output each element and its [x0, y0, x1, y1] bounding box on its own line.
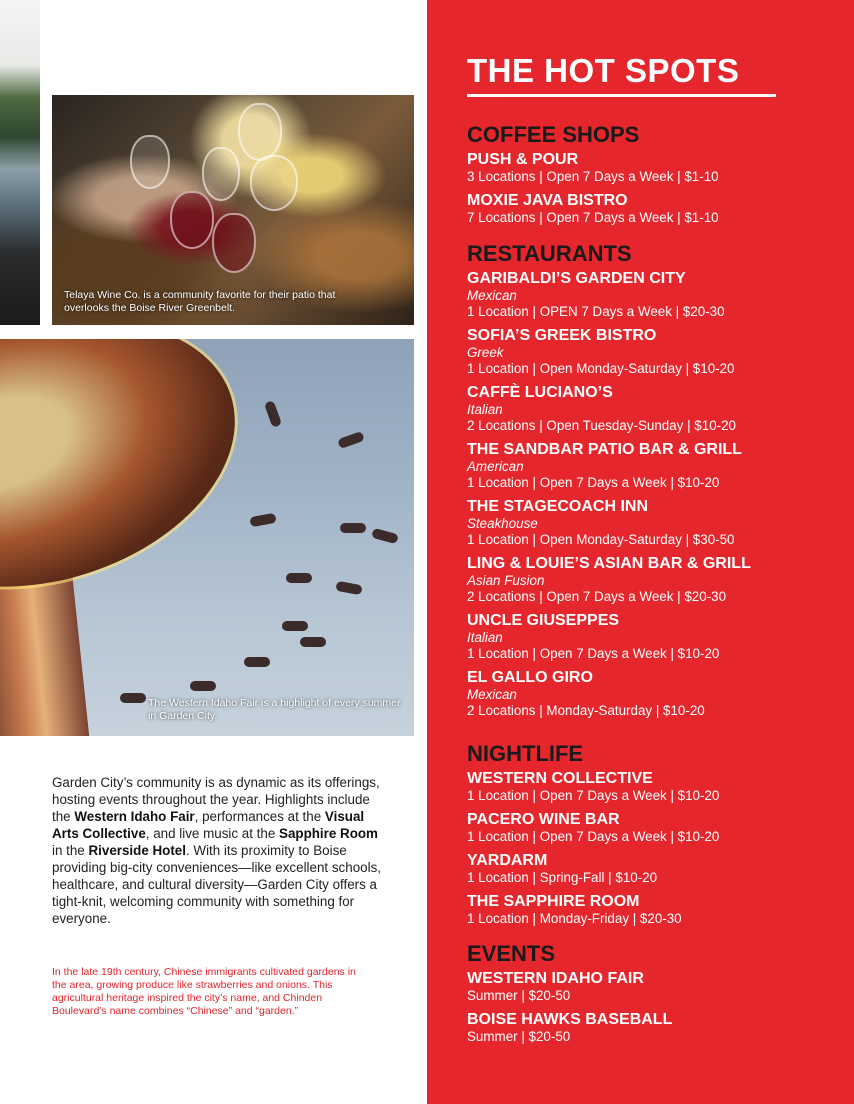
highlight-arts: Visual Arts Collective: [52, 809, 365, 841]
listing-cuisine: Italian: [467, 402, 503, 417]
listing: [467, 191, 837, 226]
listing-info: 1 Location | OPEN 7 Days a Week | $20-30: [467, 304, 725, 319]
history-note: In the late 19th century, Chinese immigrants cultivated gardens in the area, growing produce like strawberries and onions. This agricultural heritage inspired the city’s name, and Chinden Boulevard’s name combines “Chinese” and “garden.”: [52, 966, 356, 1017]
listing-name: EL GALLO GIRO: [467, 669, 593, 686]
highlight-fair: Western Idaho Fair: [74, 809, 195, 824]
listing: [467, 611, 837, 662]
listing-name: GARIBALDI’S GARDEN CITY: [467, 270, 686, 287]
listing-name: SOFIA’S GREEK BISTRO: [467, 327, 657, 344]
rider: [335, 581, 362, 595]
rider: [371, 528, 399, 544]
listing-info: 1 Location | Monday-Friday | $20-30: [467, 911, 682, 926]
listing: [467, 383, 837, 434]
listing-info: 2 Locations | Open Tuesday-Sunday | $10-20: [467, 418, 736, 433]
listing-cuisine: Asian Fusion: [467, 573, 545, 588]
listing-info: 1 Location | Open Monday-Saturday | $10-20: [467, 361, 735, 376]
section-heading: RESTAURANTS: [467, 241, 632, 266]
listing: [467, 668, 837, 719]
listing-name: THE SANDBAR PATIO BAR & GRILL: [467, 441, 742, 458]
title-underline: [467, 94, 776, 97]
body-text: Garden City’s community is as dynamic as its offerings, hosting events throughout the year. Highlights include the: [52, 775, 380, 824]
rider: [340, 523, 366, 533]
rider: [190, 681, 216, 691]
body-text: , and live music at the: [145, 826, 280, 841]
listing-name: LING & LOUIE’S ASIAN BAR & GRILL: [467, 555, 751, 572]
listing-info: 1 Location | Spring-Fall | $10-20: [467, 870, 658, 885]
section-heading: EVENTS: [467, 941, 556, 966]
listing-cuisine: Mexican: [467, 288, 517, 303]
listing-info: 2 Locations | Open 7 Days a Week | $20-30: [467, 589, 727, 604]
listing-cuisine: American: [467, 459, 524, 474]
listing: [467, 269, 837, 320]
rider: [337, 431, 365, 449]
listing: [467, 1010, 837, 1045]
listing: [467, 554, 837, 605]
listing: [467, 326, 837, 377]
wine-glass: [130, 135, 170, 189]
hot-spots-panel: [427, 0, 854, 1104]
wine-glass: [250, 155, 298, 211]
edge-photo-strip: [0, 0, 40, 325]
listing-name: THE SAPPHIRE ROOM: [467, 893, 640, 910]
listing-name: PACERO WINE BAR: [467, 811, 620, 828]
listing-name: YARDARM: [467, 852, 548, 869]
section-coffee-shops: [467, 122, 837, 226]
toast-photo-caption: Telaya Wine Co. is a community favorite for their patio that overlooks the Boise River Greenbelt.: [64, 289, 336, 314]
rider: [120, 693, 146, 703]
listing-info: 1 Location | Open 7 Days a Week | $10-20: [467, 829, 720, 844]
rider: [300, 637, 326, 647]
listing-name: WESTERN COLLECTIVE: [467, 770, 653, 787]
section-nightlife: [467, 741, 837, 927]
listing-cuisine: Greek: [467, 345, 504, 360]
rider: [264, 400, 282, 428]
listing: [467, 497, 837, 548]
listing-name: PUSH & POUR: [467, 151, 579, 168]
listing-info: 1 Location | Open Monday-Saturday | $30-50: [467, 532, 735, 547]
listing: [467, 969, 837, 1004]
section-heading: COFFEE SHOPS: [467, 122, 640, 147]
body-text: . With its proximity to Boise providing big-city conveniences—like excellent schools, healthcare, and cultural diversity—Garden City offers a tight-knit, welcoming community with something for everyone.: [52, 843, 381, 926]
listing-info: 1 Location | Open 7 Days a Week | $10-20: [467, 788, 720, 803]
rider: [249, 513, 276, 527]
listing: [467, 810, 837, 845]
listing: [467, 769, 837, 804]
rider: [244, 657, 270, 667]
listing-info: Summer | $20-50: [467, 988, 571, 1003]
toast-photo: [52, 95, 414, 325]
listing: [467, 440, 837, 491]
body-text: in the: [52, 843, 89, 858]
swing-photo-caption: The Western Idaho Fair is a highlight of every summer in Garden City.: [148, 697, 401, 722]
body-paragraph: [52, 774, 392, 927]
listing: [467, 851, 837, 886]
highlight-sapphire: Sapphire Room: [279, 826, 378, 841]
listing-name: THE STAGECOACH INN: [467, 498, 649, 515]
panel-title: THE HOT SPOTS: [467, 52, 740, 89]
listing-info: 3 Locations | Open 7 Days a Week | $1-10: [467, 169, 719, 184]
listing-cuisine: Mexican: [467, 687, 517, 702]
listing: [467, 150, 837, 185]
wine-glass: [202, 147, 240, 201]
wine-glass: [212, 213, 256, 273]
highlight-riverside: Riverside Hotel: [88, 843, 186, 858]
rider: [286, 573, 312, 583]
listing-cuisine: Steakhouse: [467, 516, 538, 531]
body-text: , performances at the: [194, 809, 325, 824]
section-heading: NIGHTLIFE: [467, 741, 584, 766]
listing-name: BOISE HAWKS BASEBALL: [467, 1011, 673, 1028]
wine-glass: [238, 103, 282, 161]
swing-ride-photo: [0, 339, 414, 736]
listing-name: CAFFÈ LUCIANO’S: [467, 384, 613, 401]
listing-info: Summer | $20-50: [467, 1029, 571, 1044]
rider: [282, 621, 308, 631]
section-events: [467, 941, 837, 1045]
section-restaurants: [467, 241, 837, 719]
listing-info: 2 Locations | Monday-Saturday | $10-20: [467, 703, 705, 718]
listing-name: MOXIE JAVA BISTRO: [467, 192, 628, 209]
listing-info: 7 Locations | Open 7 Days a Week | $1-10: [467, 210, 719, 225]
listing: [467, 892, 837, 927]
listing-name: WESTERN IDAHO FAIR: [467, 970, 644, 987]
listing-info: 1 Location | Open 7 Days a Week | $10-20: [467, 646, 720, 661]
listing-name: UNCLE GIUSEPPES: [467, 612, 620, 629]
listing-info: 1 Location | Open 7 Days a Week | $10-20: [467, 475, 720, 490]
wine-glass: [170, 191, 214, 249]
listing-cuisine: Italian: [467, 630, 503, 645]
